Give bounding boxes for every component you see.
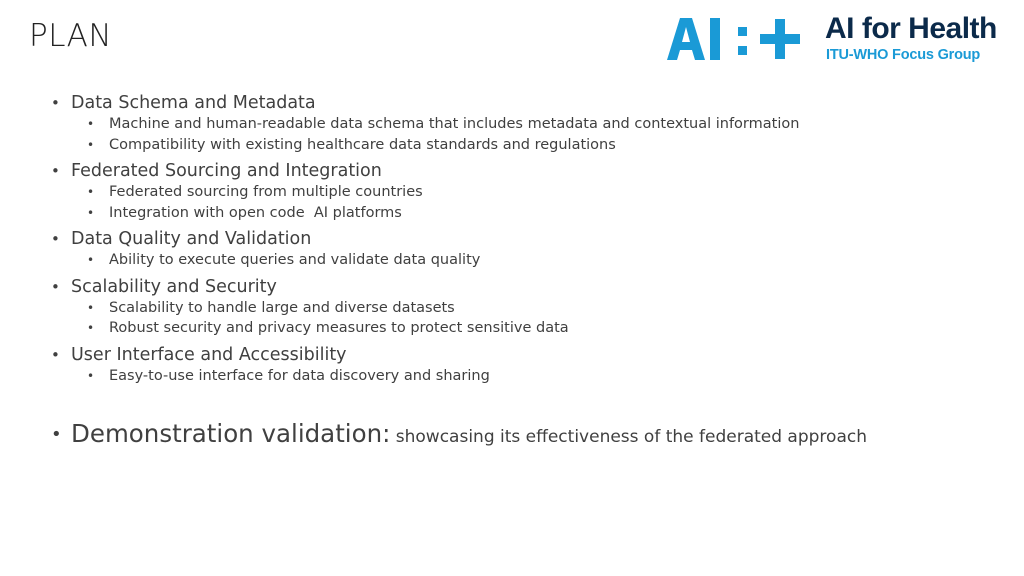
item-heading: Federated Sourcing and Integration (71, 161, 382, 181)
logo-subtitle: ITU-WHO Focus Group (826, 47, 981, 63)
plan-item-data-quality (51, 228, 1001, 271)
plan-item-scalability (51, 276, 1001, 339)
demo-heading: Demonstration validation: (71, 419, 391, 448)
slide-title: PLAN (29, 18, 113, 54)
logo-name: AI for Health (825, 12, 997, 45)
bullet-icon: • (51, 230, 60, 248)
sub-item: Ability to execute queries and validate data quality (109, 252, 481, 268)
sub-item: Integration with open code AI platforms (109, 204, 402, 221)
sub-item: Robust security and privacy measures to protect sensitive data (109, 320, 569, 336)
bullet-icon: • (87, 321, 95, 335)
bullet-icon: • (51, 162, 60, 180)
demo-text: showcasing its effectiveness of the federated approach (390, 427, 867, 447)
bullet-icon: • (51, 345, 60, 364)
sub-item: Scalability to handle large and diverse datasets (109, 299, 455, 316)
bullet-icon: • (87, 253, 95, 267)
bullet-icon: • (87, 117, 95, 131)
sub-item: Compatibility with existing healthcare data standards and regulations (109, 136, 616, 153)
plan-item-federated-sourcing (51, 160, 1001, 223)
sub-item: Machine and human-readable data schema that includes metadata and contextual information (109, 116, 800, 132)
plan-item-user-interface (51, 344, 1001, 387)
bullet-icon: • (87, 137, 95, 152)
bullet-icon: • (87, 185, 95, 199)
item-heading: Data Quality and Validation (71, 229, 312, 249)
item-heading: User Interface and Accessibility (71, 344, 347, 365)
demonstration-validation-item (51, 419, 1011, 448)
item-heading: Scalability and Security (71, 276, 277, 297)
bullet-icon: • (87, 205, 95, 220)
bullet-icon: • (87, 300, 95, 315)
plan-item-data-schema (51, 92, 1001, 155)
bullet-icon: • (51, 277, 60, 296)
item-heading: Data Schema and Metadata (71, 93, 316, 113)
sub-item: Federated sourcing from multiple countries (109, 184, 423, 200)
ai-for-health-logo (664, 10, 1014, 70)
sub-item: Easy-to-use interface for data discovery and sharing (109, 367, 490, 384)
bullet-icon: • (87, 368, 95, 383)
bullet-icon: • (51, 94, 60, 112)
plan-bullet-list (51, 92, 1001, 391)
ai-plus-logo-mark (664, 10, 814, 70)
bullet-icon: • (51, 424, 62, 445)
